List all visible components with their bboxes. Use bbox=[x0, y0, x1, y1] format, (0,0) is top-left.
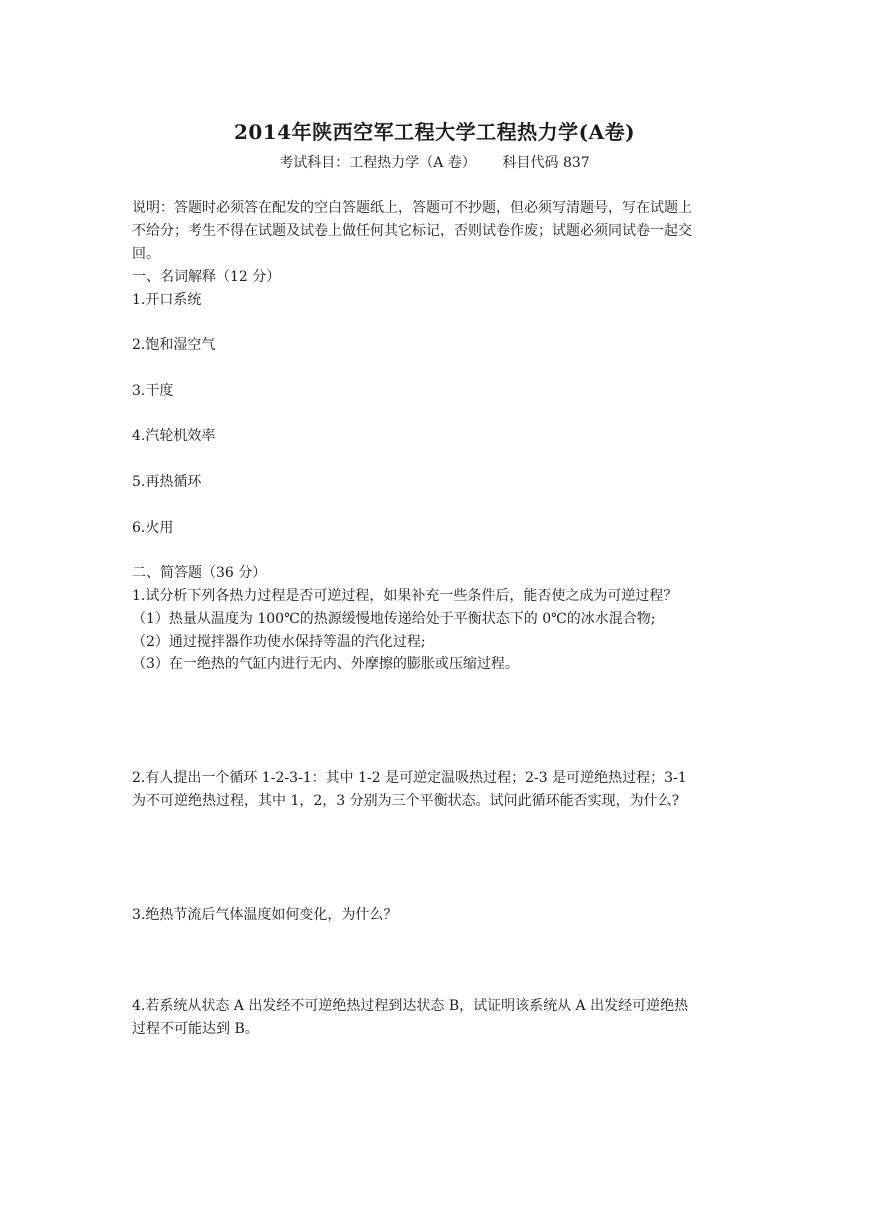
instructions-line: 不给分；考生不得在试题及试卷上做任何其它标记，否则试卷作废；试题必须同试卷一起交 bbox=[132, 223, 692, 239]
question-line: 过程不可能达到 B。 bbox=[132, 1021, 259, 1037]
question-line: （2）通过搅拌器作功使水保持等温的汽化过程; bbox=[132, 634, 426, 650]
exam-subtitle: 考试科目：工程热力学（A 卷） 科目代码 837 bbox=[279, 155, 590, 171]
section-heading: 一、名词解释（12 分） bbox=[132, 269, 281, 285]
term-item: 2.饱和湿空气 bbox=[132, 337, 216, 353]
question-line: 2.有人提出一个循环 1-2-3-1：其中 1-2 是可逆定温吸热过程；2-3 是可逆绝热过程；3-1 bbox=[132, 770, 687, 786]
question-line: 3.绝热节流后气体温度如何变化，为什么？ bbox=[132, 907, 398, 923]
question-line: （1）热量从温度为 100℃的热源缓慢地传递给处于平衡状态下的 0℃的冰水混合物; bbox=[132, 611, 656, 627]
question-line: 为不可逆绝热过程，其中 1，2，3 分别为三个平衡状态。试问此循环能否实现，为什么? bbox=[132, 793, 680, 809]
instructions-line: 说明：答题时必须答在配发的空白答题纸上，答题可不抄题，但必须写清题号，写在试题上 bbox=[132, 200, 692, 216]
term-item: 5.再热循环 bbox=[132, 474, 202, 490]
instructions-line: 回。 bbox=[132, 246, 160, 262]
term-item: 4.汽轮机效率 bbox=[132, 428, 216, 444]
term-item: 6.火用 bbox=[132, 520, 174, 536]
page-title: 2014年陕西空军工程大学工程热力学(A卷) bbox=[233, 120, 636, 144]
section-heading: 二、简答题（36 分） bbox=[132, 565, 267, 581]
question-line: 4.若系统从状态 A 出发经不可逆绝热过程到达状态 B，试证明该系统从 A 出发经可逆绝热 bbox=[132, 998, 689, 1014]
question-line: 1.试分析下列各热力过程是否可逆过程，如果补充一些条件后，能否使之成为可逆过程？ bbox=[132, 588, 678, 604]
question-line: （3）在一绝热的气缸内进行无内、外摩擦的膨胀或压缩过程。 bbox=[132, 656, 519, 672]
term-item: 3.干度 bbox=[132, 383, 174, 399]
term-item: 1.开口系统 bbox=[132, 292, 202, 308]
